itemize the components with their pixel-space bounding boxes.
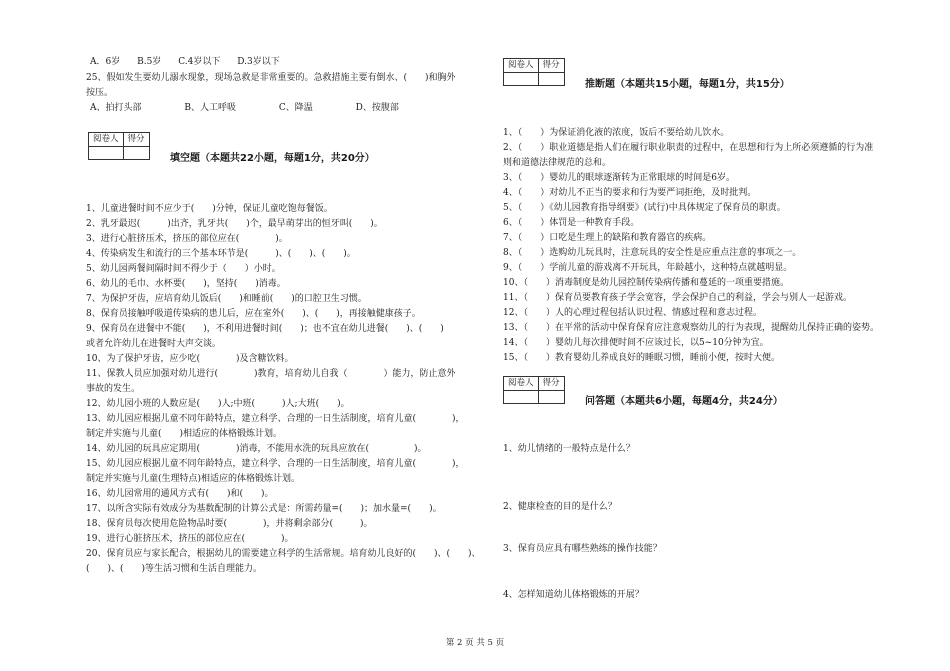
fill-line: ( )、( )等生活习惯和生活自理能力。 [86,564,263,574]
q25-option-d: D、按腹部 [355,103,399,113]
qa-section-title: 问答题（本题共6小题，每题4分，共24分） [585,396,783,407]
judge-score-box [503,58,565,86]
judge-line: 7、（ ）口吃是生理上的缺陷和教育器官的疾病。 [503,233,712,243]
fill-line: 4、传染病发生和流行的三个基本环节是( )、( )、( )。 [86,249,356,259]
fill-score-box [88,132,150,160]
fill-line: 14、幼儿园的玩具应定期用( )消毒，不能用水洗的玩具应放在( )。 [86,444,427,454]
judge-line: 11、（ ）保育员要教育孩子学会宽容，学会保护自己的利益，学会与别人一起游戏。 [503,293,852,303]
fill-line: 12、幼儿园小班的人数应是( )人;中班( )人;大班( )。 [86,399,350,409]
q25-option-c: C、降温 [278,103,313,113]
q25-option-b: B、人工呼吸 [184,103,236,113]
fill-line: 10、为了保护牙齿，应少吃( )及含糖饮料。 [86,354,294,364]
fill-line: 事故的发生。 [86,384,141,394]
q24-option-c: C.4岁以下 [178,57,221,67]
judge-line: 6、（ ）体罚是一种教育手段。 [503,218,640,228]
judge-line: 5、（ ）《幼儿园教育指导纲要》(试行)中具体规定了保育员的职责。 [503,203,786,213]
fill-line: 9、保育员在进餐中不能( )，不利用进餐时间( )；也不宜在幼儿进餐( )、( ) [86,324,444,334]
fill-line: 2、乳牙最迟( )出齐，乳牙共( )个，最早萌芽出的恒牙叫( )。 [86,219,383,229]
q24-option-a: A．6岁 [90,57,121,67]
judge-line: 9、（ ）学前儿童的游戏离不开玩具，年龄越小，这种特点就越明显。 [503,263,793,273]
fill-line: 18、保育员每次使用危险物品时要( )，并将剩余部分( )。 [86,519,373,529]
page-footer: 第 2 页 共 5 页 [445,638,505,648]
q25-stem-2: 按压。 [86,88,114,98]
q24-options [90,57,294,68]
score-points-cell[interactable] [123,147,149,160]
fill-line: 11、保教人员应加强对幼儿进行( )教育，培育幼儿自我（ ）能力，防止意外 [86,369,456,379]
score-points-cell[interactable] [538,391,564,404]
score-grader-cell[interactable] [89,147,124,160]
fill-section-title: 填空题（本题共22小题，每题1分，共20分） [170,153,375,164]
fill-line: 15、幼儿园应根据儿童不同年龄特点，建立科学、合理的一日生活制度，培育儿童( )， [86,459,465,469]
fill-line: 5、幼儿园两餐间隔时间不得少于（ ）小时。 [86,264,281,274]
fill-line: 3、进行心脏挤压术，挤压的部位应在( )。 [86,234,288,244]
q25-option-a: A、拍打头部 [90,103,142,113]
score-grader-cell[interactable] [504,391,539,404]
score-points-cell[interactable] [538,73,564,86]
score-grader-label: 阅卷人 [504,377,539,391]
fill-line: 19、进行心脏挤压术，挤压的部位应在( )。 [86,534,294,544]
qa-question: 3、保育员应具有哪些熟练的操作技能？ [503,544,662,554]
score-grader-label: 阅卷人 [89,133,124,147]
fill-line: 7、为保护牙齿，应培育幼儿饭后( )和睡前( )的口腔卫生习惯。 [86,294,367,304]
fill-line: 1、儿童进餐时间不应少于( )分钟，保证儿童吃饱每餐饭。 [86,204,333,214]
q24-option-b: B.5岁 [137,57,162,67]
qa-question: 2、健康检查的目的是什么？ [503,502,617,512]
judge-line: 12、（ ）人的心理过程包括认识过程、情感过程和意志过程。 [503,308,762,318]
judge-line: 1、（ ）为保证消化液的浓度，饭后不要给幼儿饮水。 [503,128,730,138]
score-points-label: 得分 [538,59,564,73]
fill-line: 13、幼儿园应根据儿童不同年龄特点，建立科学、合理的一日生活制度，培育儿童( )， [86,414,465,424]
fill-line: 20、保育员应与家长配合，根据幼儿的需要建立科学的生活常规。培育幼儿良好的( )、( )、 [86,549,481,559]
score-grader-label: 阅卷人 [504,59,539,73]
fill-line: 17、以所含实际有效成分为基数配制的计算公式是：所需药量=( )；加水量=( )。 [86,504,442,514]
q24-option-d: D.3岁以下 [237,57,280,67]
qa-score-box [503,376,565,404]
score-grader-cell[interactable] [504,73,539,86]
judge-line: 2、（ ）职业道德是指人们在履行职业职责的过程中，在思想和行为上所必须遵循的行为准 [503,143,874,153]
qa-question: 1、幼儿情绪的一般特点是什么？ [503,444,635,454]
judge-line: 15、（ ）教育婴幼儿养成良好的睡眠习惯，睡前小便，按时大便。 [503,353,780,363]
judge-line: 4、（ ）对幼儿不正当的要求和行为要严词拒绝，及时批判。 [503,188,757,198]
fill-line: 制定并实施与儿童(生理特点)相适应的体格锻炼计划。 [86,474,301,484]
judge-line: 10、（ ）消毒制度是幼儿园控制传染病传播和蔓延的一项重要措施。 [503,278,789,288]
judge-line: 14、（ ）婴幼儿每次排便时间不应该过长，以5~10分钟为宜。 [503,338,769,348]
q25-options [90,103,413,114]
fill-line: 或者允许幼儿在进餐时大声交谈。 [86,339,222,349]
fill-line: 8、保育员接触呼吸道传染病的患儿后，应在室外( )、( )，再接触健康孩子。 [86,309,421,319]
fill-line: 16、幼儿园常用的通风方式有( )和( )。 [86,489,274,499]
judge-line: 8、（ ）选购幼儿玩具时，注意玩具的安全性是应重点注意的事项之一。 [503,248,802,258]
judge-line: 3、（ ）婴幼儿的眼球逐渐转为正常眼球的时间是6岁。 [503,173,735,183]
judge-section-title: 推断题（本题共15小题，每题1分，共15分） [585,79,790,90]
score-points-label: 得分 [123,133,149,147]
fill-line: 制定并实施与儿童( )相适应的体格锻炼计划。 [86,429,283,439]
fill-line: 6、幼儿的毛巾、水杯要( )，坚持( )消毒。 [86,279,286,289]
qa-question: 4、怎样知道幼儿体格锻炼的开展？ [503,590,644,600]
q25-stem-1: 25、假如发生要幼儿溺水现象，现场急救是非常重要的。急救措施主要有倒水、( )和胸外 [86,73,456,83]
score-points-label: 得分 [538,377,564,391]
judge-line: 则和道德法律规范的总和。 [503,158,612,168]
judge-line: 13、（ ）在平常的活动中保育保育应注意观察幼儿的行为表现，提醒幼儿保持正确的姿势。 [503,323,879,333]
